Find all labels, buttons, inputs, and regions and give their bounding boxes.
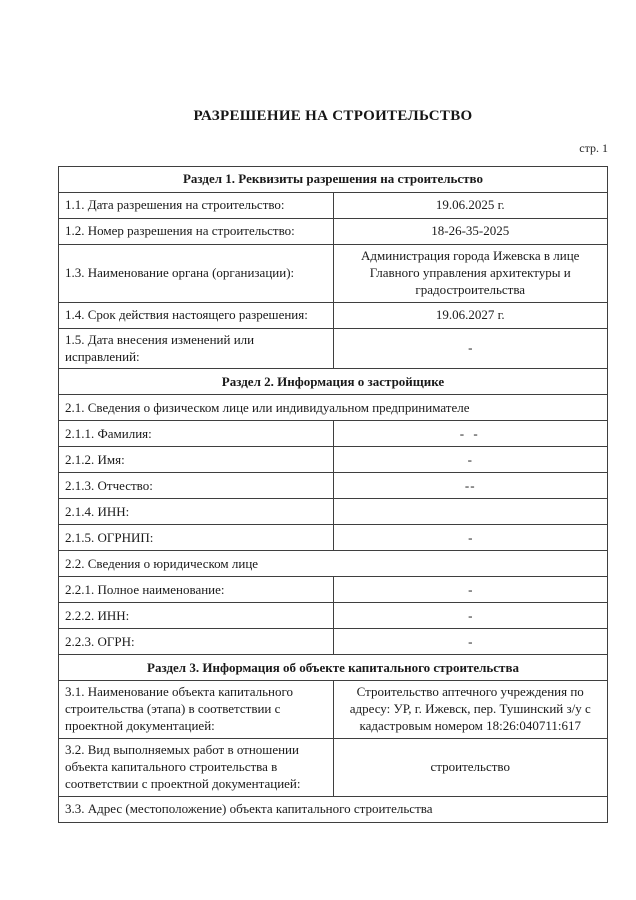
field-value: Строительство аптечного учреждения по адресу: УР, г. Ижевск, пер. Тушинский з/у с кадастровым номером 18:26:040711:617 xyxy=(333,681,608,739)
subsection-header: 2.2. Сведения о юридическом лице xyxy=(59,551,608,577)
table-row xyxy=(59,739,608,797)
table-row xyxy=(59,499,608,525)
field-value: - xyxy=(333,629,608,655)
table-row xyxy=(59,551,608,577)
field-label: 3.2. Вид выполняемых работ в отношении объекта капитального строительства в соответствии с проектной документацией: xyxy=(59,739,334,797)
field-label: 3.1. Наименование объекта капитального строительства (этапа) в соответствии с проектной документацией: xyxy=(59,681,334,739)
field-label: 1.4. Срок действия настоящего разрешения: xyxy=(59,302,334,328)
table-row xyxy=(59,193,608,219)
table-row xyxy=(59,395,608,421)
field-label: 2.1.2. Имя: xyxy=(59,447,334,473)
field-value: - xyxy=(333,328,608,369)
subsection-header: 2.1. Сведения о физическом лице или индивидуальном предпринимателе xyxy=(59,395,608,421)
table-row xyxy=(59,603,608,629)
field-value: - xyxy=(333,525,608,551)
table-row xyxy=(59,167,608,193)
field-value: - xyxy=(333,447,608,473)
field-value: 19.06.2027 г. xyxy=(333,302,608,328)
document-title: РАЗРЕШЕНИЕ НА СТРОИТЕЛЬСТВО xyxy=(193,108,473,124)
permit-table xyxy=(58,166,608,823)
field-label: 2.2.1. Полное наименование: xyxy=(59,577,334,603)
field-label: 2.2.2. ИНН: xyxy=(59,603,334,629)
table-row xyxy=(59,328,608,369)
section-header: Раздел 2. Информация о застройщике xyxy=(59,369,608,395)
field-label: 1.1. Дата разрешения на строительство: xyxy=(59,193,334,219)
table-row xyxy=(59,369,608,395)
field-value: - xyxy=(333,577,608,603)
field-value xyxy=(333,499,608,525)
table-row xyxy=(59,245,608,303)
table-row xyxy=(59,629,608,655)
section-header: Раздел 3. Информация об объекте капитального строительства xyxy=(59,655,608,681)
table-row xyxy=(59,525,608,551)
field-value: строительство xyxy=(333,739,608,797)
permit-table-body xyxy=(59,167,608,823)
field-value: 19.06.2025 г. xyxy=(333,193,608,219)
table-row xyxy=(59,421,608,447)
table-row xyxy=(59,796,608,822)
field-label: 2.1.5. ОГРНИП: xyxy=(59,525,334,551)
field-label: 2.1.4. ИНН: xyxy=(59,499,334,525)
table-row xyxy=(59,473,608,499)
field-value: 18-26-35-2025 xyxy=(333,219,608,245)
field-value: - - xyxy=(333,421,608,447)
table-row xyxy=(59,681,608,739)
field-label: 2.1.3. Отчество: xyxy=(59,473,334,499)
table-row xyxy=(59,302,608,328)
field-label: 2.2.3. ОГРН: xyxy=(59,629,334,655)
table-row xyxy=(59,219,608,245)
field-label: 1.5. Дата внесения изменений или исправлений: xyxy=(59,328,334,369)
field-value: Администрация города Ижевска в лице Главного управления архитектуры и градостроительства xyxy=(333,245,608,303)
field-value: - xyxy=(333,603,608,629)
page-number: стр. 1 xyxy=(579,141,608,155)
section-header: Раздел 1. Реквизиты разрешения на строительство xyxy=(59,167,608,193)
table-row xyxy=(59,577,608,603)
table-row xyxy=(59,655,608,681)
field-value: -- xyxy=(333,473,608,499)
field-label: 1.3. Наименование органа (организации): xyxy=(59,245,334,303)
subsection-header: 3.3. Адрес (местоположение) объекта капитального строительства xyxy=(59,796,608,822)
table-row xyxy=(59,447,608,473)
field-label: 2.1.1. Фамилия: xyxy=(59,421,334,447)
field-label: 1.2. Номер разрешения на строительство: xyxy=(59,219,334,245)
